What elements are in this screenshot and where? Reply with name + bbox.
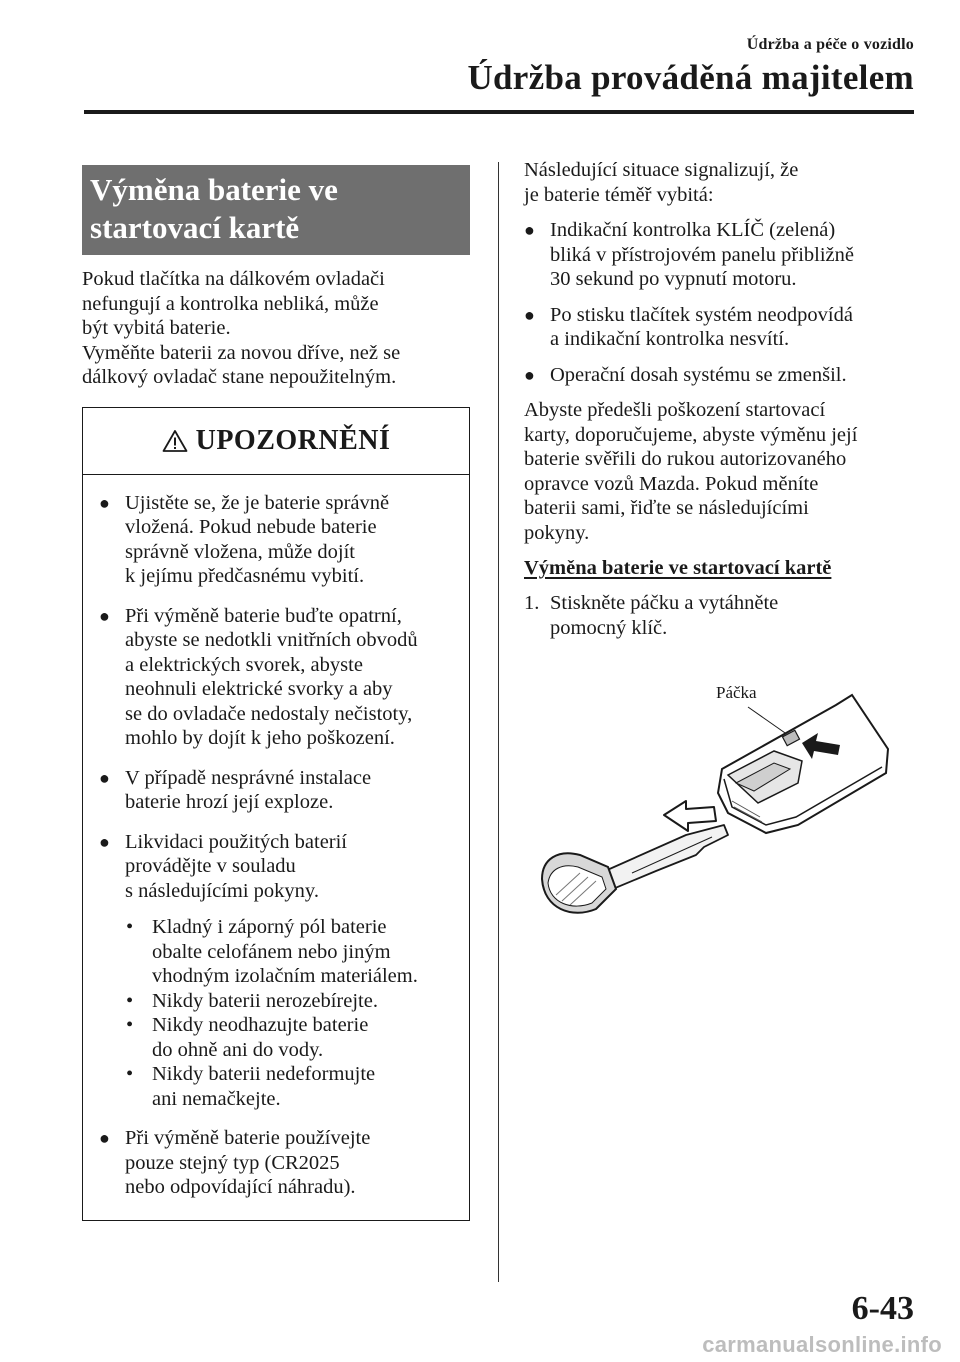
warning-item [99, 604, 455, 751]
sub-item-text: Nikdy neodhazujte baterie do ohně ani do vody. [152, 1014, 369, 1061]
warning-title: UPOZORNĚNÍ [195, 424, 391, 456]
advice-paragraph: Abyste předešli poškození startovací karty, doporučujeme, abyste výměnu její baterie svěřili do rukou autorizovaného opravce vozů Mazda. Pokud měníte baterii sami, řiďte se následujícími pokyny. [524, 399, 858, 544]
step-number: 1. [524, 592, 540, 614]
header-rule [84, 110, 914, 114]
bullet-icon: ● [524, 304, 535, 325]
symptom-text: Operační dosah systému se zmenšil. [550, 363, 847, 386]
column-divider [498, 162, 499, 1282]
small-bullet-icon: • [126, 1063, 134, 1085]
bullet-icon: ● [524, 364, 535, 385]
warning-body [83, 475, 469, 1220]
sub-item-text: Nikdy baterii nedeformujte ani nemačkejte. [152, 1063, 376, 1110]
page-title: Údržba prováděná majitelem [467, 58, 914, 97]
section-heading-text: Výměna baterie ve startovací kartě [90, 172, 338, 245]
warning-triangle-icon [162, 429, 188, 453]
intro-paragraph: Pokud tlačítka na dálkovém ovladači nefungují a kontrolka nebliká, může být vybitá baterie. Vyměňte baterii za novou dříve, než se dálkový ovladač stane nepoužitelným. [82, 268, 401, 388]
warning-item-text: Při výměně baterie používejte pouze stejný typ (CR2025 nebo odpovídající náhradu). [125, 1127, 371, 1198]
right-column [524, 158, 924, 640]
symptoms-intro: Následující situace signalizují, že je baterie téměř vybitá: [524, 159, 799, 206]
bullet-icon: ● [524, 220, 535, 240]
sub-item [99, 915, 455, 989]
sub-item-text: Nikdy baterii nerozebírejte. [152, 989, 378, 1012]
figure-label: Páčka [716, 683, 757, 702]
warning-box [82, 407, 470, 1221]
warning-item-text: V případě nesprávné instalace baterie hrozí její exploze. [125, 766, 372, 813]
warning-item-text: Při výměně baterie buďte opatrní, abyste se nedotkli vnitřních obvodů a elektrických svorek, abyste neohnuli elektrické svorky a aby se do ovladače nedostaly nečistoty, mohlo by dojít k jeho poškození. [125, 604, 418, 749]
step-item [524, 591, 924, 640]
watermark: carmanualsonline.info [702, 1332, 942, 1357]
warning-item [99, 491, 455, 589]
step-text: Stiskněte páčku a vytáhněte pomocný klíč. [550, 592, 779, 639]
bullet-icon: ● [99, 767, 110, 788]
procedure-subheading: Výměna baterie ve startovací kartě [524, 557, 832, 579]
small-bullet-icon: • [126, 1014, 134, 1036]
bullet-icon: ● [99, 831, 110, 852]
section-heading [82, 165, 470, 255]
sub-item [99, 1013, 455, 1062]
symptom-text: Indikační kontrolka KLÍČ (zelená) bliká v přístrojovém panelu přibližně 30 sekund po vypnutí motoru. [550, 219, 855, 290]
symptom-item [524, 218, 924, 292]
header-section: Údržba a péče o vozidlo [746, 36, 914, 53]
bullet-icon: ● [99, 605, 110, 626]
small-bullet-icon: • [126, 916, 134, 938]
warning-item [99, 830, 455, 904]
bullet-icon: ● [99, 492, 110, 513]
symptom-item [524, 303, 924, 352]
disposal-sublist [99, 915, 455, 1111]
sub-item-text: Kladný i záporný pól baterie obalte celofánem nebo jiným vhodným izolačním materiálem. [152, 916, 418, 987]
sub-item [99, 1062, 455, 1111]
key-card-drawing [536, 683, 936, 943]
bullet-icon: ● [99, 1128, 110, 1148]
small-bullet-icon: • [126, 989, 134, 1012]
page-number: 6-43 [851, 1290, 914, 1327]
key-card-illustration [536, 683, 936, 943]
warning-item [99, 766, 455, 815]
warning-item [99, 1126, 455, 1200]
warning-item-text: Likvidaci použitých baterií provádějte v souladu s následujícími pokyny. [125, 830, 348, 902]
warning-header [83, 408, 469, 475]
warning-item-text: Ujistěte se, že je baterie správně vložená. Pokud nebude baterie správně vložena, může dojít k jejímu předčasnému vybití. [125, 491, 390, 587]
symptom-text: Po stisku tlačítek systém neodpovídá a indikační kontrolka nesvítí. [550, 303, 853, 350]
left-column [82, 165, 470, 1221]
symptom-item [524, 363, 924, 388]
sub-item [99, 989, 455, 1014]
